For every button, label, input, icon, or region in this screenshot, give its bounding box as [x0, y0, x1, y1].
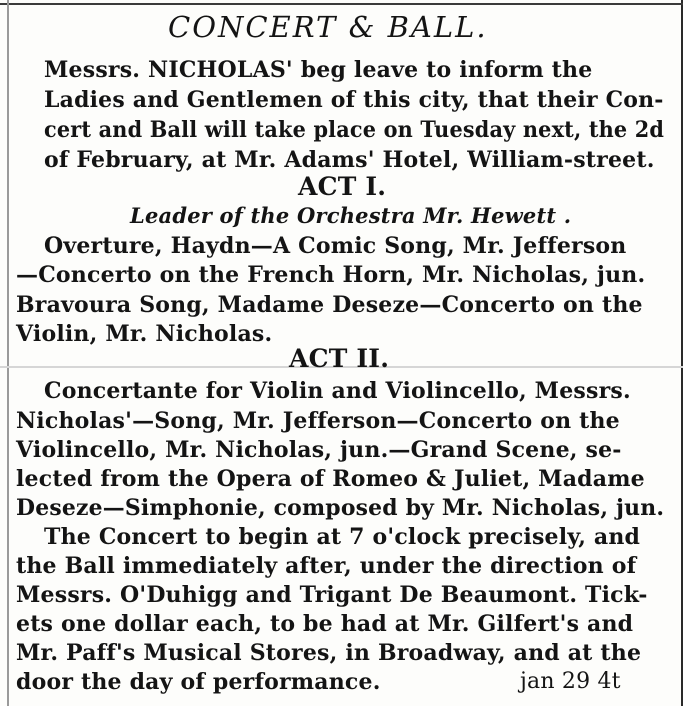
act-two-line: Nicholas'—Song, Mr. Jefferson—Concerto on the — [16, 408, 620, 434]
intro-line: of February, at Mr. Adams' Hotel, William-street. — [44, 147, 655, 173]
closing-line: The Concert to begin at 7 o'clock precisely, and — [44, 524, 641, 550]
intro-line: Ladies and Gentlemen of this city, that their Con- — [44, 87, 664, 113]
act-two-line: lected from the Opera of Romeo & Juliet, Madame — [16, 466, 645, 492]
act-two-line: Deseze—Simphonie, composed by Mr. Nicholas, jun. — [16, 495, 665, 521]
act-one-line: —Concerto on the French Horn, Mr. Nicholas, jun. — [16, 262, 646, 288]
act-one-line: Bravoura Song, Madame Deseze—Concerto on the — [16, 292, 643, 318]
closing-line: Mr. Paff's Musical Stores, in Broadway, and at the — [16, 640, 642, 666]
left-column-edge — [7, 0, 9, 706]
act-two-line: Concertante for Violin and Violincello, Messrs. — [44, 378, 631, 404]
closing-line: ets one dollar each, to be had at Mr. Gilfert's and — [16, 611, 634, 637]
closing-line: the Ball immediately after, under the direction of — [16, 553, 637, 579]
act-one-heading: ACT I. — [298, 172, 387, 201]
act-two-line: Violincello, Mr. Nicholas, jun.—Grand Scene, se- — [16, 437, 622, 463]
act-one-line: Overture, Haydn—A Comic Song, Mr. Jefferson — [44, 233, 627, 259]
top-rule — [0, 3, 683, 5]
act-two-heading: ACT II. — [289, 344, 390, 373]
intro-line: cert and Ball will take place on Tuesday next, the 2d — [44, 117, 665, 143]
closing-line: Messrs. O'Duhigg and Trigant De Beaumont. Tick- — [16, 582, 648, 608]
act-one-leader: Leader of the Orchestra Mr. Hewett . — [130, 203, 572, 228]
act-one-line: Violin, Mr. Nicholas. — [16, 321, 273, 347]
notice-title: CONCERT & BALL. — [168, 10, 488, 44]
dateline: jan 29 4t — [520, 669, 621, 694]
closing-line: door the day of performance. — [16, 669, 381, 695]
intro-line: Messrs. NICHOLAS' beg leave to inform the — [44, 57, 593, 83]
